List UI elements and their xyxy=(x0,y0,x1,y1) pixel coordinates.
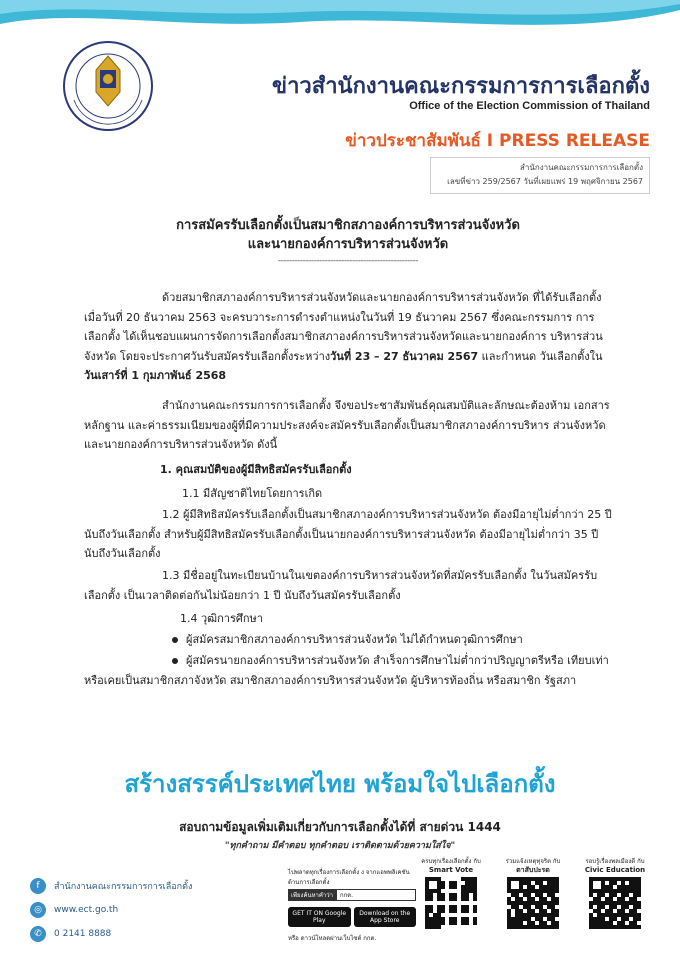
phone-contact[interactable] xyxy=(30,926,111,942)
hotline: สอบถามข้อมูลเพิ่มเติมเกี่ยวกับการเลือกตั้งได้ที่ สายด่วน 1444 xyxy=(179,820,501,834)
bullet-2-text: ผู้สมัครนายกองค์การบริหารส่วนจังหวัด สำเร็จการศึกษาไม่ต่ำกว่าปริญญาตรีหรือ เทียบเท่า หรือเคยเป็นสมาชิกสภาจังหวัด สมาชิกสภาองค์การบริหารส่วนจังหวัด ผู้บริหารท้องถิ่น หรือสมาชิก รัฐสภา xyxy=(84,654,609,687)
document-title-line2: และนายกองค์การบริหารส่วนจังหวัด xyxy=(247,237,449,252)
meta-number-date: เลขที่ข่าว 259/2567 วันที่เผยแพร่ 19 พฤศจิกายน 2567 xyxy=(447,177,643,186)
section-1-heading: 1. คุณสมบัติของผู้มีสิทธิสมัครรับเลือกตั้ง xyxy=(160,463,352,476)
item-1-4: 1.4 วุฒิการศึกษา xyxy=(180,612,263,625)
item-1-1: 1.1 มีสัญชาติไทยโดยการเกิด xyxy=(182,487,323,500)
paragraph-2: สำนักงานคณะกรรมการการเลือกตั้ง จึงขอประชาสัมพันธ์คุณสมบัติและลักษณะต้องห้าม เอกสารหลักฐาน และค่าธรรมเนียมของผู้ที่มีความประสงค์จะสมัครรับเลือกตั้งเป็นสมาชิกสภาองค์การบริหาร ส่วนจังหวัดและนายกองค์การบริหารส่วนจังหวัด ดังนี้ xyxy=(84,399,610,451)
bullet-2 xyxy=(84,651,614,690)
qr-civic-education[interactable] xyxy=(584,858,646,929)
org-subtitle: Office of the Election Commission of Thailand xyxy=(409,100,650,112)
slogan: สร้างสรรค์ประเทศไทย พร้อมใจไปเลือกตั้ง xyxy=(124,770,556,798)
document-header xyxy=(84,216,612,266)
qr-code-icon xyxy=(425,877,477,929)
globe-icon: ◎ xyxy=(30,902,46,918)
p1-text-c: และกำหนด วันเลือกตั้งใน xyxy=(478,349,603,363)
document-title-line1: การสมัครรับเลือกตั้งเป็นสมาชิกสภาองค์การบริหารส่วนจังหวัด xyxy=(176,218,520,233)
org-title: ข่าวสำนักงานคณะกรรมการการเลือกตั้ง xyxy=(272,74,650,99)
app-title: ไปพลาดทุกเรื่องการเลือกตั้ง ง จากแอพพลิเคชันด้านการเลือกตั้ง xyxy=(288,869,410,886)
qr-smart-vote[interactable] xyxy=(420,858,482,929)
p1-text-a: ด้วยสมาชิกสภาองค์การบริหารส่วนจังหวัดและนายกองค์การบริหารส่วนจังหวัด ที่ได้รับเลือกตั้ง เมื่อวันที่ 20 ธันวาคม 2563 จะครบวาระการดำรงตำแหน่งในวันที่ 19 ธันวาคม 2567 ซึ่งคณะกรรมการ การเลือกตั้ง ได้เห็นชอบแผนการจัดการเลือกตั้งสมาชิกสภาองค์การบริหารส่วนจังหวัดและนายกองค์การ บริหารส่วนจังหวัด โดยจะประกาศวันรับสมัครรับเลือกตั้งระหว่าง xyxy=(84,291,603,363)
facebook-contact[interactable] xyxy=(30,878,192,894)
bullet-dot xyxy=(172,637,178,643)
app-store-badge[interactable]: Download on the App Store xyxy=(354,907,417,927)
ect-seal-logo xyxy=(62,40,154,132)
p1-date-range: วันที่ 23 – 27 ธันวาคม 2567 xyxy=(330,349,479,363)
search-label: เพียงค้นหาคำว่า xyxy=(288,889,336,901)
qr1-caption: ครบทุกเรื่องเลือกตั้ง กับ xyxy=(421,858,481,865)
p1-election-date: วันเสาร์ที่ 1 กุมภาพันธ์ 2568 xyxy=(84,369,227,382)
store-badges xyxy=(288,907,416,927)
press-meta-box xyxy=(430,157,650,194)
meta-org: สำนักงานคณะกรรมการการเลือกตั้ง xyxy=(520,163,643,172)
qr1-name: Smart Vote xyxy=(428,866,474,874)
qr-code-icon xyxy=(589,877,641,929)
qr-ta-sabparot[interactable] xyxy=(502,858,564,929)
qr3-name: Civic Education xyxy=(584,866,646,874)
bullet-1-text: ผู้สมัครสมาชิกสภาองค์การบริหารส่วนจังหวัด ไม่ได้กำหนดวุฒิการศึกษา xyxy=(186,633,523,646)
qr2-name: ตาสับปะรด xyxy=(516,866,550,874)
phone-icon: ✆ xyxy=(30,926,46,942)
qr-code-icon xyxy=(507,877,559,929)
item-1-3: 1.3 มีชื่ออยู่ในทะเบียนบ้านในเขตองค์การบริหารส่วนจังหวัดที่สมัครรับเลือกตั้ง ในวันสมัครรับเลือกตั้ง เป็นเวลาติดต่อกันไม่น้อยกว่า 1 ปี นับถึงวันสมัครรับเลือกตั้ง xyxy=(84,569,598,602)
bullet-dot xyxy=(172,658,178,664)
title-divider: --------------------------------------------------- xyxy=(277,256,419,266)
qr3-caption: รอบรู้เรื่องพลเมืองดี กับ xyxy=(585,858,645,865)
facebook-icon: f xyxy=(30,878,46,894)
bullet-1 xyxy=(84,630,614,650)
app-download-block xyxy=(288,867,416,943)
app-search-box xyxy=(288,889,416,901)
search-value: กกต. xyxy=(336,889,416,901)
item-1-2: 1.2 ผู้มีสิทธิสมัครรับเลือกตั้งเป็นสมาชิกสภาองค์การบริหารส่วนจังหวัด ต้องมีอายุไม่ต่ำกว่า 25 ปี นับถึงวันเลือกตั้ง สำหรับผู้มีสิทธิสมัครรับเลือกตั้งเป็นนายกองค์การบริหารส่วนจังหวัด ต้องมีอายุไม่ต่ำกว่า 35 ปี นับถึงวันเลือกตั้ง xyxy=(84,508,612,560)
press-release-label: ข่าวประชาสัมพันธ์ I PRESS RELEASE xyxy=(345,131,650,151)
top-wave-decoration xyxy=(0,0,680,40)
phone-label: 0 2141 8888 xyxy=(54,929,112,939)
google-play-badge[interactable]: GET IT ON Google Play xyxy=(288,907,351,927)
facebook-label: สำนักงานคณะกรรมการการเลือกตั้ง xyxy=(54,882,193,892)
hotline-tagline: "ทุกคำถาม มีคำตอบ ทุกคำตอบ เราติดตามด้วยความใส่ใจ" xyxy=(224,841,456,851)
qr2-caption: ร่วมแจ้งเหตุทุจริต กับ xyxy=(505,858,561,865)
website-label: www.ect.go.th xyxy=(54,905,119,915)
website-contact[interactable] xyxy=(30,902,118,918)
paragraph-1 xyxy=(84,288,614,386)
download-note: หรือ ดาวน์โหลดผ่านเว็บไซต์ กกต. xyxy=(288,935,377,942)
